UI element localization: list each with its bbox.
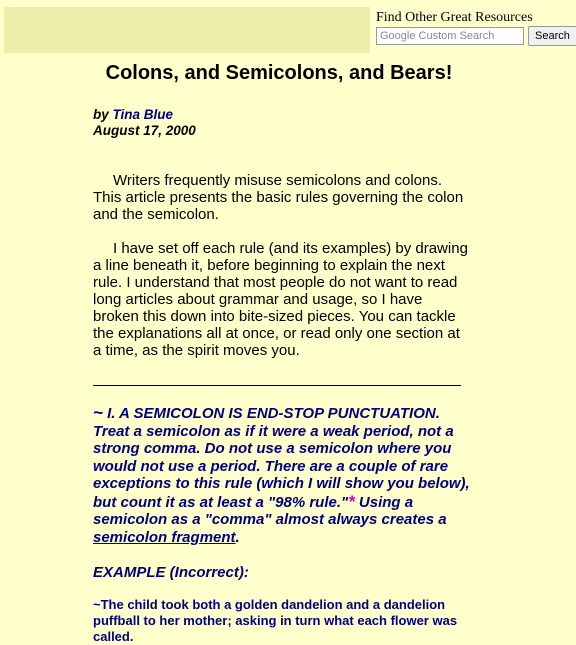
tilde-marker: ~ [93, 403, 103, 422]
page-title: Colons, and Semicolons, and Bears! [105, 62, 453, 84]
asterisk-footnote[interactable]: * [348, 491, 355, 511]
article [93, 58, 471, 645]
example-heading: EXAMPLE (Incorrect): [93, 564, 249, 581]
semicolon-fragment-link[interactable]: semicolon fragment [93, 528, 236, 546]
resources-title: Find Other Great Resources [376, 10, 533, 25]
rule-one-end: . [235, 528, 240, 546]
rule-one [93, 404, 471, 546]
rule-one-text: I. A SEMICOLON IS END-STOP PUNCTUATION. Treat a semicolon as if it were a weak period, not a strong comma. Do not use a semicolon where you would not use a period. There are a couple of rare exceptions to this rule (which I will show you below), but count it as at least a "98% rule." [93, 405, 470, 511]
search-button[interactable]: Search [528, 26, 576, 46]
method-paragraph: I have set off each rule (and its examples) by drawing a line beneath it, before beginning to explain the next rule. I understand that most people do not want to read long articles about grammar and usage, so I have broken this down into bite-sized pieces. You can tackle the explanations all at once, or read only one section at a time, as the spirit moves you. [93, 240, 468, 359]
byline [93, 107, 471, 123]
search-bar [376, 26, 576, 46]
by-label: by [93, 107, 109, 122]
rule-one-text-continued: Using a semicolon as a "comma" almost always creates a [93, 493, 447, 528]
intro-paragraph: Writers frequently misuse semicolons and colons. This article presents the basic rules governing the colon and the semicolon. [93, 172, 464, 223]
author-link[interactable]: Tina Blue [112, 107, 174, 122]
ad-banner [4, 7, 370, 53]
example-text: ~The child took both a golden dandelion and a dandelion puffball to her mother; asking in turn what each flower was called. [93, 597, 458, 644]
publish-date: August 17, 2000 [93, 123, 196, 138]
section-divider [93, 385, 461, 386]
search-input[interactable] [376, 27, 524, 45]
